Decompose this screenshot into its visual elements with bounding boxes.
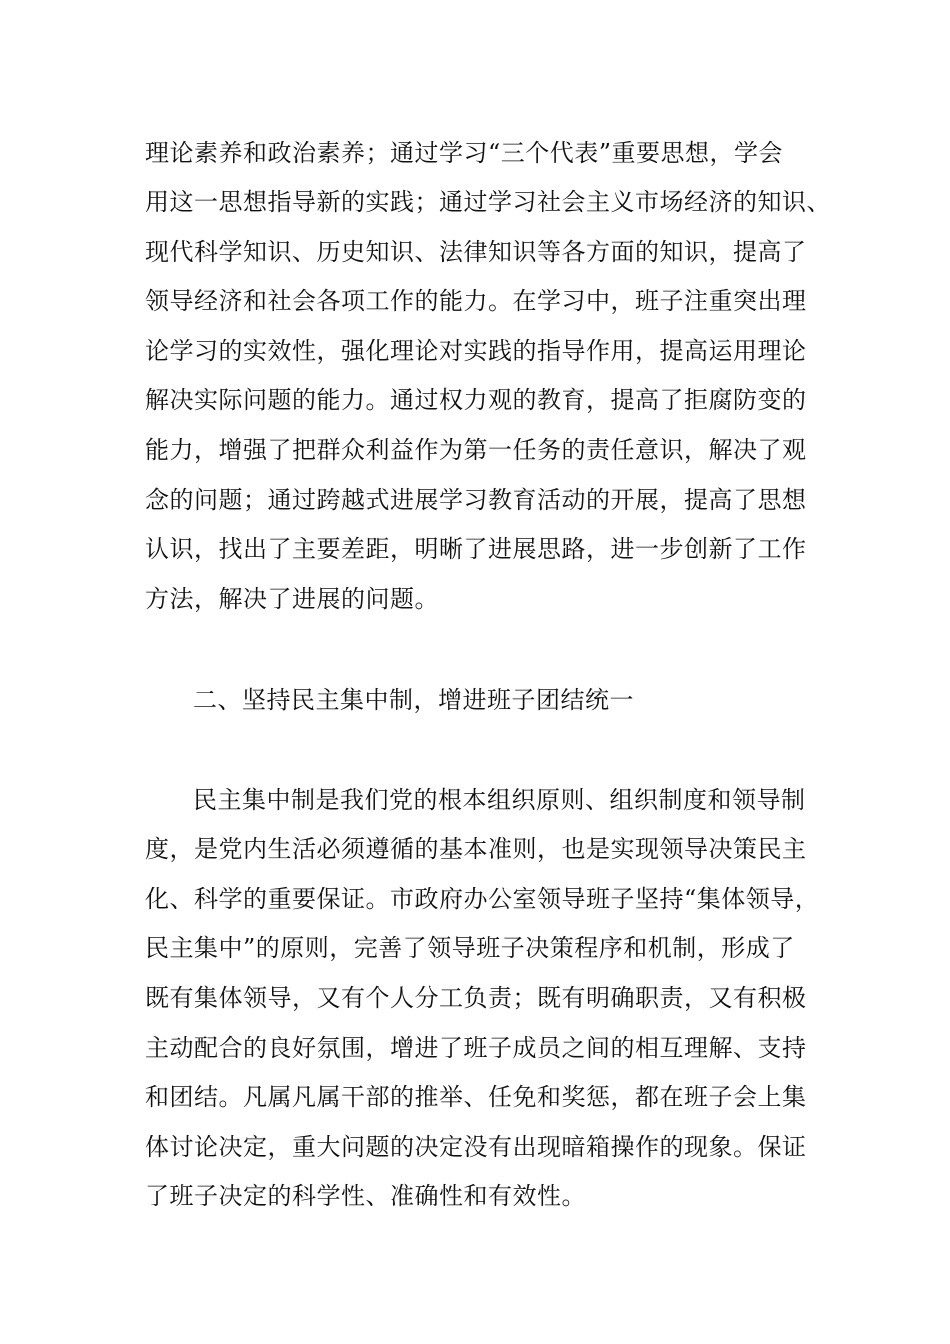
paragraph1-line: 念的问题；通过跨越式进展学习教育活动的开展，提高了思想 — [145, 486, 807, 514]
paragraph2-line: 民主集中”的原则，完善了领导班子决策程序和机制，形成了 — [145, 934, 795, 962]
paragraph2-line: 民主集中制是我们党的根本组织原则、组织制度和领导制 — [193, 786, 806, 814]
paragraph1-line: 理论素养和政治素养；通过学习“三个代表”重要思想，学会 — [145, 139, 784, 167]
paragraph1-line: 领导经济和社会各项工作的能力。在学习中，班子注重突出理 — [145, 287, 807, 315]
paragraph1-line: 能力，增强了把群众利益作为第一任务的责任意识，解决了观 — [145, 436, 807, 464]
paragraph2-line: 和团结。凡属凡属干部的推举、任免和奖惩，都在班子会上集 — [145, 1083, 807, 1111]
paragraph1-line: 方法，解决了进展的问题。 — [145, 585, 439, 613]
paragraph1-line: 解决实际问题的能力。通过权力观的教育，提高了拒腐防变的 — [145, 386, 807, 414]
paragraph2-line: 体讨论决定，重大问题的决定没有出现暗箱操作的现象。保证 — [145, 1133, 807, 1161]
paragraph1-line: 现代科学知识、历史知识、法律知识等各方面的知识，提高了 — [145, 238, 807, 266]
paragraph1-line: 认识，找出了主要差距，明晰了进展思路，进一步创新了工作 — [145, 535, 807, 563]
paragraph2-line: 主动配合的良好氛围，增进了班子成员之间的相互理解、支持 — [145, 1034, 807, 1062]
paragraph1-line: 用这一思想指导新的实践；通过学习社会主义市场经济的知识、 — [145, 188, 831, 216]
paragraph2-line: 度，是党内生活必须遵循的基本准则，也是实现领导决策民主 — [145, 835, 807, 863]
paragraph2-line: 既有集体领导，又有个人分工负责；既有明确职责，又有积极 — [145, 984, 807, 1012]
paragraph2-line: 了班子决定的科学性、准确性和有效性。 — [145, 1182, 586, 1210]
section-heading: 二、坚持民主集中制，增进班子团结统一 — [193, 686, 634, 714]
paragraph1-line: 论学习的实效性，强化理论对实践的指导作用，提高运用理论 — [145, 337, 807, 365]
paragraph2-line: 化、科学的重要保证。市政府办公室领导班子坚持“集体领导， — [145, 885, 820, 913]
